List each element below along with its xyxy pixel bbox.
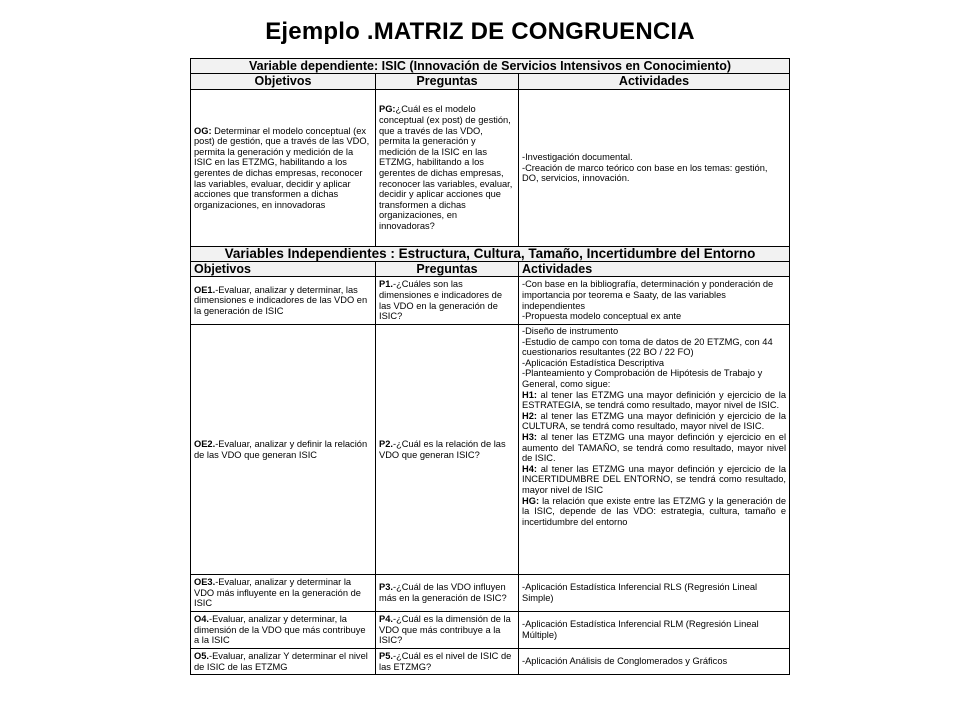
header-activities: Actividades — [519, 74, 790, 90]
hypothesis-item — [522, 411, 786, 432]
general-objective-row — [191, 90, 790, 247]
independent-variables-band — [191, 247, 790, 262]
hypothesis-code: H4: — [522, 463, 537, 474]
pg-text: ¿Cuál es el modelo conceptual (ex post) de gestión, que a través de las VDO, permita la generación y medición de la ISIC en las ETZMG, habilitando a los gerentes de dichas empresas, reconocer las variables, evaluar, decidir y aplicar acciones que transformen a dichas organizaciones, en innovadoras? — [379, 104, 513, 231]
activities-cell — [519, 325, 790, 575]
question-cell — [376, 325, 519, 575]
hypothesis-code: H3: — [522, 431, 537, 442]
page-title: Ejemplo .MATRIZ DE CONGRUENCIA — [265, 18, 695, 45]
hypothesis-item — [522, 390, 786, 411]
general-question-cell — [376, 90, 519, 247]
question-cell — [376, 575, 519, 612]
independent-header-row — [191, 262, 790, 277]
congruence-matrix-table — [190, 58, 790, 675]
table-row-oe3 — [191, 575, 790, 612]
hypothesis-text: al tener las ETZMG una mayor definción y ejercicio en el aumento del TAMAÑO, se tendrá como resultado, mayor nivel de ISIC. — [522, 431, 787, 464]
activity-item: -Aplicación Estadística Inferencial RLM (Regresión Lineal Múltiple) — [522, 619, 759, 640]
question-code: P2. — [379, 438, 393, 449]
question-text: -¿Cuál de las VDO influyen más en la generación de ISIC? — [379, 582, 507, 603]
header-objectives: Objetivos — [191, 262, 376, 277]
activity-item: -Aplicación Estadística Descriptiva — [522, 357, 665, 368]
og-code: OG: — [194, 125, 212, 136]
objective-text: -Evaluar, analizar y determinar, la dimensión de la VDO que más contribuye a la ISIC — [194, 614, 366, 646]
activity-item: -Aplicación Estadística Inferencial RLS (Regresión Lineal Simple) — [522, 582, 758, 603]
header-activities: Actividades — [519, 262, 790, 277]
activity-item: -Estudio de campo con toma de datos de 20 ETZMG, con 44 cuestionarios resultantes (22 BO / 22 FO) — [522, 336, 773, 358]
table-row-oe2 — [191, 325, 790, 575]
general-activities-cell — [519, 90, 790, 247]
question-cell — [376, 612, 519, 649]
hypothesis-item — [522, 496, 786, 528]
hypothesis-code: H2: — [522, 410, 537, 421]
dependent-variable-band — [191, 59, 790, 74]
hypothesis-item — [522, 464, 786, 496]
objective-cell — [191, 277, 376, 325]
activities-cell — [519, 277, 790, 325]
hypothesis-code: H1: — [522, 389, 537, 400]
header-questions: Preguntas — [376, 74, 519, 90]
header-objectives: Objetivos — [191, 74, 376, 90]
og-text: Determinar el modelo conceptual (ex post) de gestión, que a través de las VDO, permita la generación y medición de la ISIC en las ETZMG, habilitando a los gerentes de dichas empresas, reconocer las variables, evaluar, decidir y aplicar acciones que transformen a dichas organizaciones, en innovadoras — [194, 125, 370, 210]
activity-item: -Propuesta modelo conceptual ex ante — [522, 311, 682, 322]
dependent-variable-title: Variable dependiente: ISIC (Innovación de Servicios Intensivos en Conocimiento) — [191, 59, 790, 74]
hypothesis-item — [522, 432, 786, 464]
objective-text: -Evaluar, analizar y determinar la VDO más influyente en la generación de ISIC — [194, 577, 361, 609]
question-text: -¿Cuál es la relación de las VDO que generan ISIC? — [379, 438, 506, 460]
hypothesis-code: HG: — [522, 495, 540, 506]
question-code: P5. — [379, 650, 393, 661]
question-code: P1. — [379, 279, 393, 290]
hypothesis-text: la relación que existe entre las ETZMG y la generación de la ISIC, depende de las VDO: estrategia, cultura, tamaño e incertidumbre del entorno — [522, 495, 787, 527]
question-text: -¿Cuál es la dimensión de la VDO que más contribuye a la ISIC? — [379, 614, 511, 646]
activities-cell — [519, 575, 790, 612]
objective-code: OE2. — [194, 438, 216, 449]
objective-code: O5. — [194, 650, 209, 661]
question-cell — [376, 277, 519, 325]
objective-cell — [191, 325, 376, 575]
question-code: P4. — [379, 614, 393, 625]
hypothesis-text: al tener las ETZMG una mayor definción y ejercicio de la INCERTIDUMBRE DEL ENTORNO, se tendrá como resultado, mayor nivel de ISIC — [522, 463, 787, 495]
hypothesis-text: al tener las ETZMG una mayor definición y ejercicio de la CULTURA, se tendrá como resultado, mayor nivel de ISIC. — [522, 410, 787, 432]
activity-item: -Aplicación Análisis de Conglomerados y Gráficos — [522, 656, 728, 667]
activity-item: -Planteamiento y Comprobación de Hipótesis de Trabajo y General, como sigue: — [522, 368, 763, 389]
activity-item: -Creación de marco teórico con base en los temas: gestión, DO, servicios, innovación. — [522, 162, 768, 184]
hypothesis-text: al tener las ETZMG una mayor definición y ejercicio de la ESTRATEGIA, se tendrá como resultado, mayor nivel de ISIC. — [522, 389, 787, 411]
header-questions: Preguntas — [376, 262, 519, 277]
question-code: P3. — [379, 582, 393, 593]
activity-item: -Investigación documental. — [522, 152, 633, 163]
objective-cell — [191, 612, 376, 649]
dependent-header-row — [191, 74, 790, 90]
objective-code: OE3. — [194, 577, 216, 588]
objective-cell — [191, 575, 376, 612]
activity-item: -Diseño de instrumento — [522, 326, 619, 336]
objective-text: -Evaluar, analizar Y determinar el nivel de ISIC de las ETZMG — [194, 650, 368, 672]
table-row-o5 — [191, 649, 790, 675]
question-text: -¿Cuál es el nivel de ISIC de las ETZMG? — [379, 650, 512, 672]
general-objective-cell — [191, 90, 376, 247]
question-text: -¿Cuáles son las dimensiones e indicadores de las VDO en la generación de ISIC? — [379, 279, 503, 322]
table-row-oe1 — [191, 277, 790, 325]
activities-cell — [519, 612, 790, 649]
independent-variables-title: Variables Independientes : Estructura, Cultura, Tamaño, Incertidumbre del Entorno — [191, 247, 790, 262]
activities-cell — [519, 649, 790, 675]
question-cell — [376, 649, 519, 675]
activity-item: -Con base en la bibliografía, determinación y ponderación de importancia por teorema e Saaty, de las variables independientes — [522, 279, 774, 311]
pg-code: PG: — [379, 104, 396, 115]
table-row-o4 — [191, 612, 790, 649]
objective-text: -Evaluar, analizar y determinar, las dimensiones e indicadores de las VDO en la generación de ISIC — [194, 284, 368, 316]
objective-text: -Evaluar, analizar y definir la relación de las VDO que generan ISIC — [194, 438, 368, 460]
objective-code: O4. — [194, 614, 209, 625]
objective-code: OE1. — [194, 284, 216, 295]
objective-cell — [191, 649, 376, 675]
